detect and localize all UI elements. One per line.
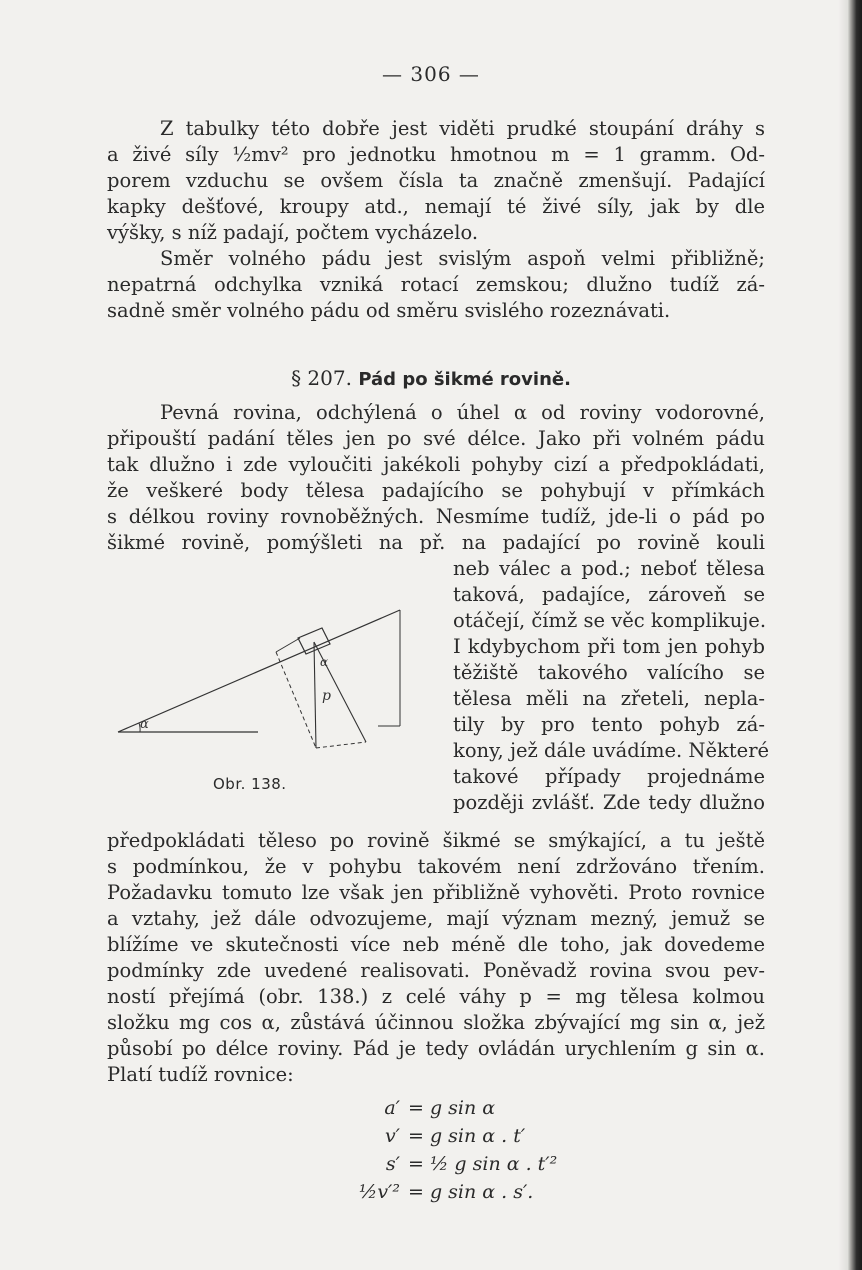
- text-line: s délkou roviny rovnoběžných. Nesmíme tudíž, jde-li o pád po: [107, 505, 765, 528]
- text-line: výšky, s níž padají, počtem vycházelo.: [107, 221, 479, 244]
- text-line: podmínky zde uvedené realisovati. Poněvadž rovina svou pev-: [107, 959, 765, 982]
- text-line: otáčejí, čímž se věc komplikuje.: [453, 609, 767, 632]
- text-line: ností přejímá (obr. 138.) z celé váhy p = mg tělesa kolmou: [107, 985, 765, 1008]
- page-number: — 306 —: [382, 62, 480, 86]
- text-line: Požadavku tomuto lze však jen přibližně vyhověti. Proto rovnice: [107, 881, 765, 904]
- component-connector: [316, 742, 366, 748]
- angle-label-block: α: [320, 655, 329, 669]
- equation-lhs: ½v′²: [358, 1181, 400, 1203]
- text-line: složku mg cos α, zůstává účinnou složka zbývající mg sin α, jež: [107, 1011, 765, 1034]
- text-line: Platí tudíž rovnice:: [107, 1063, 294, 1086]
- parallel-component: [276, 652, 316, 748]
- inclined-plane-figure: [110, 600, 420, 770]
- text-line: kapky dešťové, kroupy atd., nemají té živé síly, jak by dle: [107, 195, 765, 218]
- equation-lhs: v′: [384, 1125, 400, 1147]
- text-line: tak dlužno i zde vyloučiti jakékoli pohyby cizí a předpokládati,: [107, 453, 765, 476]
- text-line: porem vzduchu se ovšem čísla ta značně zmenšují. Padající: [107, 169, 765, 192]
- text-line: blížíme ve skutečnosti více neb méně dle toho, jak dovedeme: [107, 933, 765, 956]
- section-title: Pád po šikmé rovině.: [358, 369, 571, 390]
- text-line: a vztahy, jež dále odvozujeme, mají význam mezný, jemuž se: [107, 907, 765, 930]
- equation-rhs: = g sin α . s′.: [408, 1181, 534, 1203]
- plane-marker: [276, 638, 300, 652]
- text-line: taková, padajíce, zároveň se: [453, 583, 765, 606]
- text-line: Pevná rovina, odchýlená o úhel α od roviny vodorovné,: [160, 401, 765, 424]
- text-line: později zvlášť. Zde tedy dlužno: [453, 791, 765, 814]
- text-line: těžiště takového valícího se: [453, 661, 765, 684]
- text-line: že veškeré body tělesa padajícího se pohybují v přímkách: [107, 479, 765, 502]
- angle-label: α: [140, 717, 149, 732]
- equation-rhs: = ½ g sin α . t′²: [408, 1153, 558, 1175]
- figure-caption: Obr. 138.: [213, 775, 287, 793]
- text-line: s podmínkou, že v pohybu takovém není zdržováno třením.: [107, 855, 765, 878]
- incline-line: [118, 610, 400, 732]
- text-line: neb válec a pod.; neboť tělesa: [453, 557, 765, 580]
- text-line: takové případy projednáme: [453, 765, 765, 788]
- section-number: § 207.: [291, 366, 352, 390]
- text-line: sadně směr volného pádu od směru svislého rozeznávati.: [107, 299, 671, 322]
- text-line: nepatrná odchylka vzniká rotací zemskou; dlužno tudíž zá-: [107, 273, 765, 296]
- page-shadow: [838, 0, 848, 1270]
- text-line: I kdybychom při tom jen pohyb: [453, 635, 765, 658]
- text-line: Směr volného pádu jest svislým aspoň velmi přibližně;: [160, 247, 765, 270]
- section-heading: [0, 364, 862, 394]
- equation-rhs: = g sin α: [408, 1097, 496, 1119]
- text-line: kony, jež dále uvádíme. Některé: [453, 739, 770, 762]
- text-line: a živé síly ½mv² pro jednotku hmotnou m = 1 gramm. Od-: [107, 143, 765, 166]
- text-line: šikmé rovině, pomýšleti na př. na padající po rovině kouli: [107, 531, 765, 554]
- page-binding-edge: [848, 0, 862, 1270]
- text-line: tělesa měli na zřeteli, nepla-: [453, 687, 765, 710]
- text-line: Z tabulky této dobře jest viděti prudké stoupání dráhy s: [160, 117, 765, 140]
- equation-lhs: s′: [385, 1153, 400, 1175]
- force-label: p: [322, 688, 331, 704]
- text-line: připouští padání těles jen po své délce. Jako při volném pádu: [107, 427, 765, 450]
- equation-rhs: = g sin α . t′: [408, 1125, 526, 1147]
- equation-lhs: a′: [384, 1097, 400, 1119]
- text-line: tily by pro tento pohyb zá-: [453, 713, 765, 736]
- text-line: působí po délce roviny. Pád je tedy ovládán urychlením g sin α.: [107, 1037, 765, 1060]
- weight-vector: [314, 642, 316, 748]
- text-line: předpokládati těleso po rovině šikmé se smýkající, a tu ještě: [107, 829, 765, 852]
